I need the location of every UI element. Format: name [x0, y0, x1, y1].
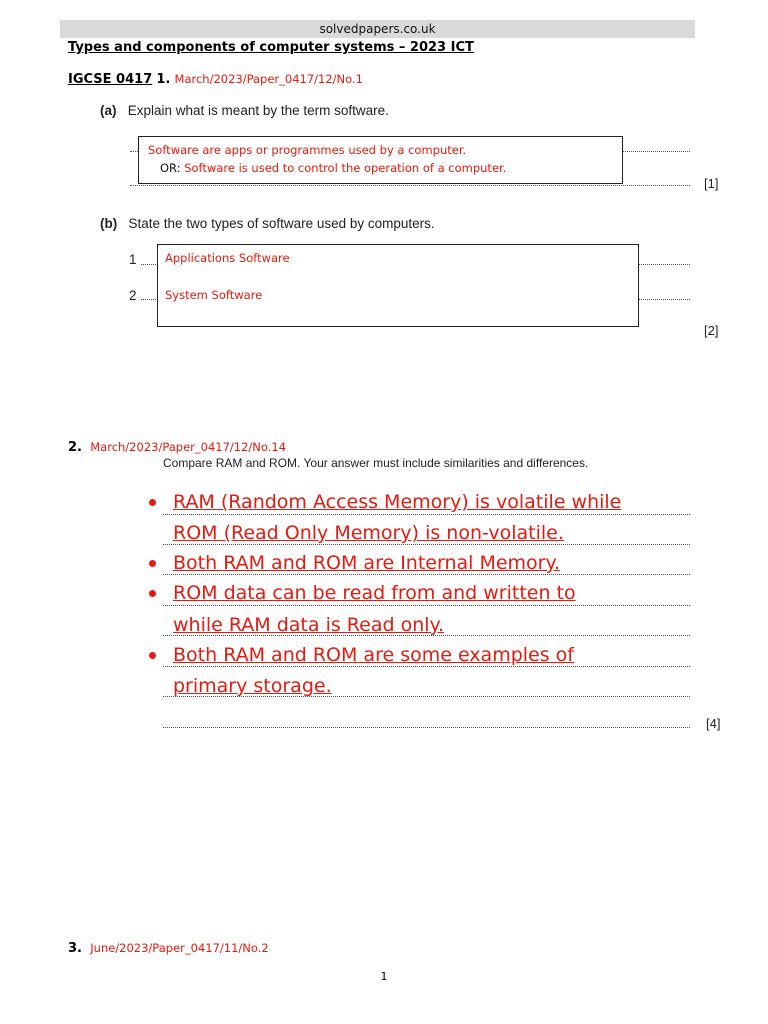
q1b-item1-answer: Applications Software [165, 251, 290, 265]
q1a-mark: [1] [704, 176, 719, 191]
bullet-icon [149, 560, 156, 567]
q1a-answer-or: OR: [160, 161, 185, 175]
bullet-icon [149, 499, 156, 506]
q3-heading [68, 941, 269, 956]
q3-number: 3. [68, 941, 82, 956]
answer-line [130, 185, 690, 186]
bullet-icon [149, 590, 156, 597]
answer-line [163, 666, 690, 667]
q1a-question-text: Explain what is meant by the term software. [127, 103, 389, 118]
q1b-question [100, 216, 435, 231]
q1b-item2-number: 2 [129, 288, 137, 303]
q1-reference: March/2023/Paper_0417/12/No.1 [174, 72, 363, 86]
q2-mark: [4] [706, 716, 721, 731]
q1a-question [100, 103, 389, 118]
q1a-label: (a) [100, 103, 117, 118]
q2-bullet-3-line2: while RAM data is Read only. [173, 614, 445, 636]
q1b-item1-number: 1 [129, 252, 137, 267]
q2-bullet-1-line1: RAM (Random Access Memory) is volatile while [173, 491, 622, 513]
q2-number: 2. [68, 440, 82, 455]
q2-bullet-4-line1: Both RAM and ROM are some examples of [173, 644, 574, 666]
page-number: 1 [380, 970, 388, 983]
q2-bullet-2-line1: Both RAM and ROM are Internal Memory. [173, 552, 561, 574]
q2-reference: March/2023/Paper_0417/12/No.14 [90, 440, 287, 454]
course-code: IGCSE 0417 [68, 72, 153, 87]
q2-bullet-4-line2: primary storage. [173, 675, 332, 697]
q1b-question-text: State the two types of software used by computers. [128, 216, 435, 231]
bullet-icon [149, 652, 156, 659]
q2-bullet-1-line2: ROM (Read Only Memory) is non-volatile. [173, 522, 564, 544]
answer-line [163, 544, 690, 545]
q1b-item2-answer: System Software [165, 288, 263, 302]
q1b-mark: [2] [704, 323, 719, 338]
answer-line [163, 574, 690, 575]
q1-number: 1. [156, 72, 171, 87]
q1-heading [68, 72, 363, 87]
answer-line [163, 727, 690, 728]
document-title: Types and components of computer systems – 2023 ICT [68, 40, 474, 55]
site-banner: solvedpapers.co.uk [60, 20, 695, 38]
q1b-label: (b) [100, 216, 118, 231]
q3-reference: June/2023/Paper_0417/11/No.2 [90, 941, 269, 955]
q2-question-text: Compare RAM and ROM. Your answer must include similarities and differences. [163, 456, 589, 470]
q2-heading [68, 440, 286, 455]
q1a-answer-line2 [160, 161, 506, 175]
answer-line [163, 605, 690, 606]
answer-line [163, 514, 690, 515]
q2-bullet-3-line1: ROM data can be read from and written to [173, 582, 576, 604]
q1a-answer-text: Software is used to control the operation of a computer. [184, 161, 507, 175]
q1a-answer-line1: Software are apps or programmes used by a computer. [148, 143, 467, 157]
